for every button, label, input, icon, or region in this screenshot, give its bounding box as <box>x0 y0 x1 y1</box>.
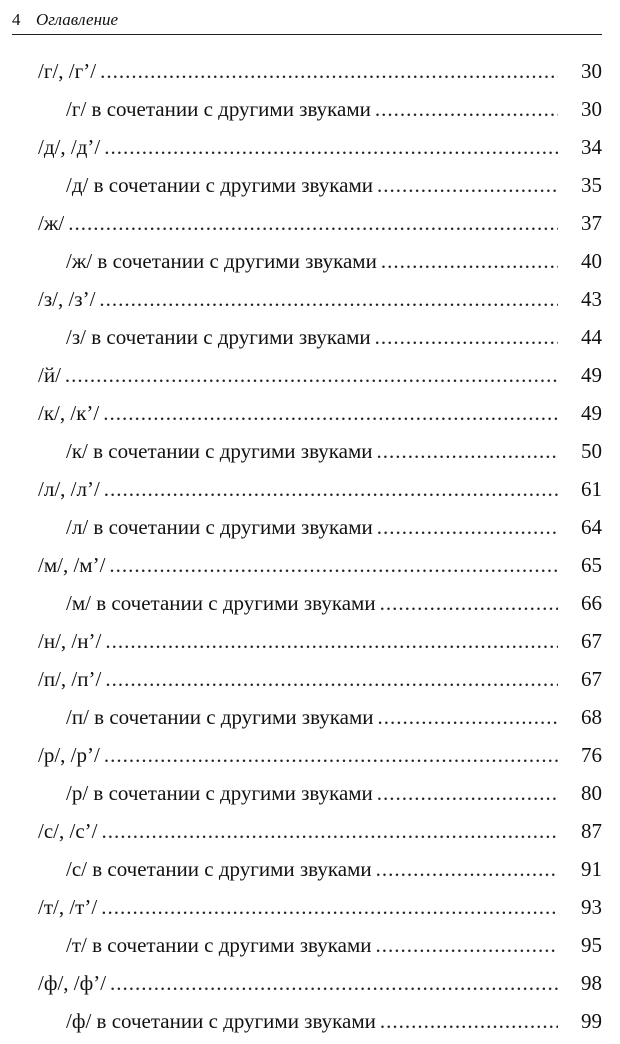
toc-subentry <box>38 432 602 470</box>
dot-leader <box>68 204 558 242</box>
toc-entry-page: 61 <box>581 477 602 501</box>
dot-leader <box>381 242 558 280</box>
toc-subentry <box>38 584 602 622</box>
dot-leader <box>105 622 558 660</box>
toc-entry-label: /п/, /п’/ <box>38 667 102 691</box>
toc-entry-page: 95 <box>581 933 602 957</box>
dot-leader <box>101 888 558 926</box>
dot-leader <box>100 52 558 90</box>
toc-entry-label: /д/, /д’/ <box>38 135 101 159</box>
dot-leader <box>101 812 558 850</box>
toc-entry-label: /з/ в сочетании с другими звуками <box>66 325 371 349</box>
dot-leader <box>380 1002 558 1040</box>
toc-entry-page: 67 <box>581 667 602 691</box>
dot-leader <box>377 166 558 204</box>
toc-entry-page: 66 <box>581 591 602 615</box>
toc-entry-label: /г/, /г’/ <box>38 59 97 83</box>
dot-leader <box>109 546 558 584</box>
dot-leader <box>375 926 558 964</box>
toc-subentry <box>38 1002 602 1040</box>
toc-entry-label: /т/ в сочетании с другими звуками <box>66 933 372 957</box>
toc-entry <box>38 394 602 432</box>
dot-leader <box>103 394 558 432</box>
dot-leader <box>110 964 558 1002</box>
toc-entry-label: /ф/, /ф’/ <box>38 971 107 995</box>
toc-entry-label: /г/ в сочетании с другими звуками <box>66 97 371 121</box>
toc-entry-page: 37 <box>581 211 602 235</box>
toc-entry-label: /ж/ в сочетании с другими звуками <box>66 249 377 273</box>
toc-entry <box>38 736 602 774</box>
dot-leader <box>377 432 559 470</box>
toc-entry-label: /ф/ в сочетании с другими звуками <box>66 1009 376 1033</box>
toc-entry-page: 44 <box>581 325 602 349</box>
toc-subentry <box>38 90 602 128</box>
table-of-contents <box>38 52 602 1040</box>
toc-entry <box>38 470 602 508</box>
toc-subentry <box>38 774 602 812</box>
toc-entry <box>38 888 602 926</box>
toc-entry-page: 67 <box>581 629 602 653</box>
toc-entry <box>38 812 602 850</box>
toc-entry-label: /с/ в сочетании с другими звуками <box>66 857 372 881</box>
running-header <box>12 8 602 35</box>
toc-entry-page: 49 <box>581 363 602 387</box>
toc-entry-label: /р/, /р’/ <box>38 743 100 767</box>
toc-entry-label: /ж/ <box>38 211 65 235</box>
toc-entry-label: /п/ в сочетании с другими звуками <box>66 705 374 729</box>
toc-entry-label: /й/ <box>38 363 61 387</box>
toc-entry-label: /д/ в сочетании с другими звуками <box>66 173 373 197</box>
toc-entry-page: 76 <box>581 743 602 767</box>
toc-entry-page: 65 <box>581 553 602 577</box>
dot-leader <box>105 660 558 698</box>
toc-entry <box>38 356 602 394</box>
toc-entry <box>38 128 602 166</box>
toc-subentry <box>38 508 602 546</box>
toc-entry-page: 40 <box>581 249 602 273</box>
dot-leader <box>104 470 558 508</box>
toc-entry-page: 49 <box>581 401 602 425</box>
toc-entry-label: /к/, /к’/ <box>38 401 100 425</box>
toc-entry-label: /л/, /л’/ <box>38 477 100 501</box>
toc-subentry <box>38 166 602 204</box>
toc-entry-page: 91 <box>581 857 602 881</box>
running-title: Оглавление <box>36 10 119 29</box>
toc-entry-page: 30 <box>581 97 602 121</box>
dot-leader <box>375 90 558 128</box>
toc-entry <box>38 622 602 660</box>
toc-entry-page: 68 <box>581 705 602 729</box>
toc-entry-label: /к/ в сочетании с другими звуками <box>66 439 373 463</box>
toc-entry-page: 34 <box>581 135 602 159</box>
toc-subentry <box>38 318 602 356</box>
toc-entry-label: /с/, /с’/ <box>38 819 98 843</box>
toc-subentry <box>38 926 602 964</box>
toc-entry-label: /р/ в сочетании с другими звуками <box>66 781 373 805</box>
toc-entry-label: /н/, /н’/ <box>38 629 102 653</box>
toc-entry-page: 43 <box>581 287 602 311</box>
toc-entry-page: 30 <box>581 59 602 83</box>
dot-leader <box>375 318 558 356</box>
dot-leader <box>377 774 558 812</box>
toc-entry-page: 98 <box>581 971 602 995</box>
toc-entry-label: /м/ в сочетании с другими звуками <box>66 591 376 615</box>
toc-entry-page: 99 <box>581 1009 602 1033</box>
dot-leader <box>104 736 558 774</box>
dot-leader <box>380 584 558 622</box>
toc-entry-page: 87 <box>581 819 602 843</box>
toc-subentry <box>38 242 602 280</box>
dot-leader <box>378 698 558 736</box>
toc-entry-label: /м/, /м’/ <box>38 553 106 577</box>
toc-entry-page: 80 <box>581 781 602 805</box>
toc-entry-label: /л/ в сочетании с другими звуками <box>66 515 373 539</box>
toc-entry <box>38 204 602 242</box>
toc-subentry <box>38 850 602 888</box>
toc-entry <box>38 660 602 698</box>
dot-leader <box>104 128 558 166</box>
toc-entry <box>38 52 602 90</box>
dot-leader <box>376 850 558 888</box>
toc-entry <box>38 546 602 584</box>
toc-entry <box>38 280 602 318</box>
toc-entry <box>38 964 602 1002</box>
toc-entry-label: /т/, /т’/ <box>38 895 98 919</box>
toc-subentry <box>38 698 602 736</box>
page-number: 4 <box>12 10 21 29</box>
dot-leader <box>65 356 558 394</box>
toc-entry-page: 35 <box>581 173 602 197</box>
dot-leader <box>377 508 558 546</box>
toc-entry-page: 64 <box>581 515 602 539</box>
toc-entry-page: 93 <box>581 895 602 919</box>
dot-leader <box>99 280 558 318</box>
toc-entry-label: /з/, /з’/ <box>38 287 96 311</box>
toc-entry-page: 50 <box>581 439 602 463</box>
